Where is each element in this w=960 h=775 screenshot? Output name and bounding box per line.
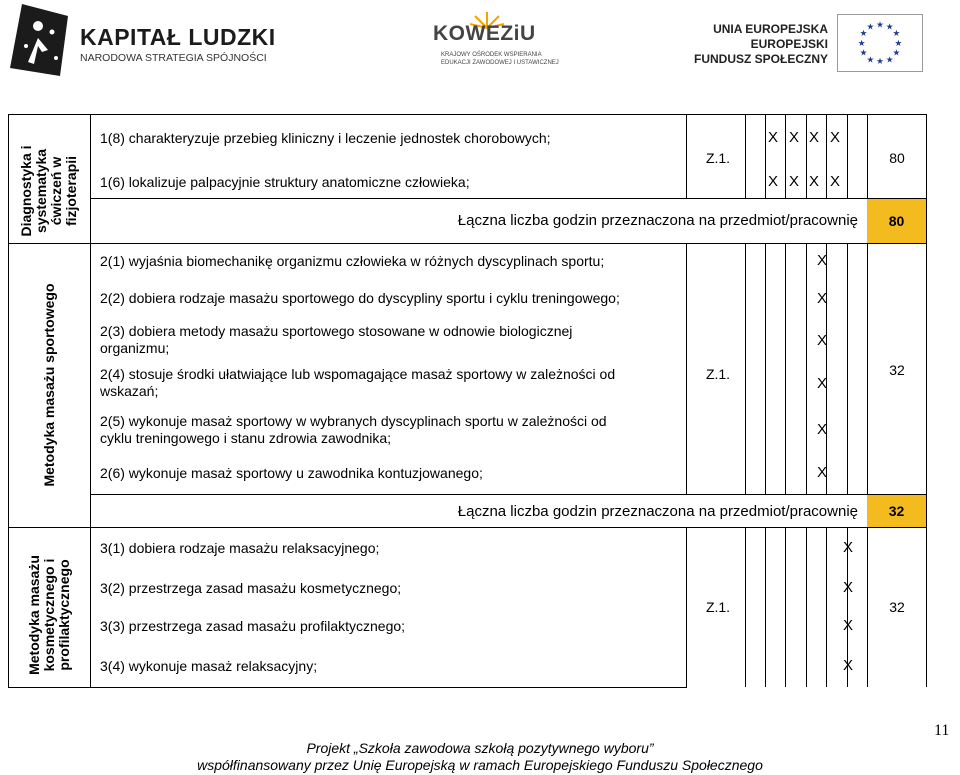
mark-x: X (816, 464, 827, 481)
mark-x: X (816, 252, 827, 269)
kapital-ludzki-subtitle: NARODOWA STRATEGIA SPÓJNOŚCI (80, 52, 267, 64)
row-text-line1: 2(4) stosuje środki ułatwiające lub wspomagające masaż sportowy w zależności od (100, 366, 616, 382)
row-text: 3(1) dobiera rodzaje masażu relaksacyjnego; (100, 540, 380, 556)
row-text (100, 366, 615, 400)
kapital-ludzki-logo (8, 2, 308, 80)
row-text-line2: organizmu; (100, 340, 170, 356)
svg-text:★: ★ (885, 55, 894, 66)
section-title: Metodyka masażu sportowego (40, 283, 57, 487)
mark-x: X (829, 129, 840, 146)
mark-x: X (767, 173, 778, 190)
row-text: 2(1) wyjaśnia biomechanikę organizmu człowieka w różnych dyscyplinach sportu; (100, 253, 605, 269)
mark-x: X (842, 617, 853, 634)
svg-text:★: ★ (894, 38, 903, 49)
svg-text:★: ★ (866, 55, 875, 66)
row-text: 3(4) wykonuje masaż relaksacyjny; (100, 658, 318, 674)
footer-line2: współfinansowany przez Unię Europejską w ramach Europejskiego Funduszu Społecznego (197, 757, 763, 773)
mark-x: X (842, 657, 853, 674)
kapital-ludzki-emblem-icon (8, 2, 70, 78)
hours-cell: 80 (889, 150, 905, 166)
kowezu-logo (425, 10, 575, 74)
hours-cell: 32 (889, 599, 905, 615)
hours-cell: 32 (889, 362, 905, 378)
row-text-line1: 2(3) dobiera metody masażu sportowego stosowane w odnowie biologicznej (100, 323, 573, 339)
ue-line3: FUNDUSZ SPOŁECZNY (693, 52, 828, 66)
mark-x: X (816, 421, 827, 438)
total-label: Łączna liczba godzin przeznaczona na przedmiot/pracownię (457, 503, 858, 520)
ue-efs-logo (693, 10, 950, 74)
row-text: 3(2) przestrzega zasad masażu kosmetycznego; (100, 580, 402, 596)
footer-line1: Projekt „Szkoła zawodowa szkołą pozytywnego wyboru” (306, 740, 654, 756)
row-text-line2: cyklu treningowego i stanu zdrowia zawodnika; (100, 430, 392, 446)
kowezu-title: KOWEZiU (433, 22, 536, 45)
mark-x: X (816, 332, 827, 349)
row-text: 1(6) lokalizuje palpacyjnie struktury anatomiczne człowieka; (100, 174, 470, 190)
svg-text:★: ★ (876, 57, 884, 68)
svg-text:★: ★ (866, 22, 875, 33)
svg-text:★: ★ (857, 38, 866, 49)
row-text-line2: wskazań; (100, 383, 159, 399)
mark-x: X (788, 129, 799, 146)
mark-x: X (788, 173, 799, 190)
section-title: Metodyka masażu kosmetycznego i profilaktycznego (25, 555, 72, 675)
code-cell: Z.1. (705, 599, 731, 615)
ue-line2: EUROPEJSKI (750, 37, 828, 51)
svg-text:★: ★ (892, 48, 901, 59)
svg-text:★: ★ (892, 29, 901, 40)
mark-x: X (816, 290, 827, 307)
svg-text:★: ★ (876, 20, 884, 31)
kapital-ludzki-title: KAPITAŁ LUDZKI (80, 24, 276, 50)
row-text (100, 413, 607, 447)
row-text: 1(8) charakteryzuje przebieg kliniczny i leczenie jednostek chorobowych; (100, 130, 551, 146)
mark-x: X (767, 129, 778, 146)
ue-text (694, 22, 828, 67)
svg-text:★: ★ (859, 48, 868, 59)
total-value: 80 (867, 199, 926, 243)
eu-flag-icon (837, 14, 923, 72)
mark-x: X (842, 539, 853, 556)
kowezu-subtitle-line2: EDUKACJI ZAWODOWEJ I USTAWICZNEJ (441, 60, 559, 66)
row-text (100, 323, 572, 357)
ue-line1: UNIA EUROPEJSKA (713, 22, 828, 36)
mark-x: X (808, 173, 819, 190)
svg-text:★: ★ (885, 22, 894, 33)
svg-text:★: ★ (859, 29, 868, 40)
total-label: Łączna liczba godzin przeznaczona na przedmiot/pracownię (457, 212, 858, 229)
page-number: 11 (934, 722, 950, 739)
kowezu-subtitle-line1: KRAJOWY OŚRODEK WSPIERANIA (441, 52, 542, 58)
row-text: 2(2) dobiera rodzaje masażu sportowego do dyscypliny sportu i cyklu treningowego; (100, 290, 620, 306)
mark-x: X (808, 129, 819, 146)
mark-x: X (816, 375, 827, 392)
row-text: 2(6) wykonuje masaż sportowy u zawodnika kontuzjowanego; (100, 465, 483, 481)
code-cell: Z.1. (705, 150, 731, 166)
mark-x: X (842, 579, 853, 596)
section-title: Diagnostyka i systematyka ćwiczeń w fizjoterapii (18, 145, 79, 237)
total-value: 32 (867, 495, 926, 527)
code-cell: Z.1. (705, 366, 731, 382)
row-text: 3(3) przestrzega zasad masażu profilaktycznego; (100, 618, 406, 634)
row-text-line1: 2(5) wykonuje masaż sportowy w wybranych dyscyplinach sportu w zależności od (100, 413, 607, 429)
mark-x: X (829, 173, 840, 190)
